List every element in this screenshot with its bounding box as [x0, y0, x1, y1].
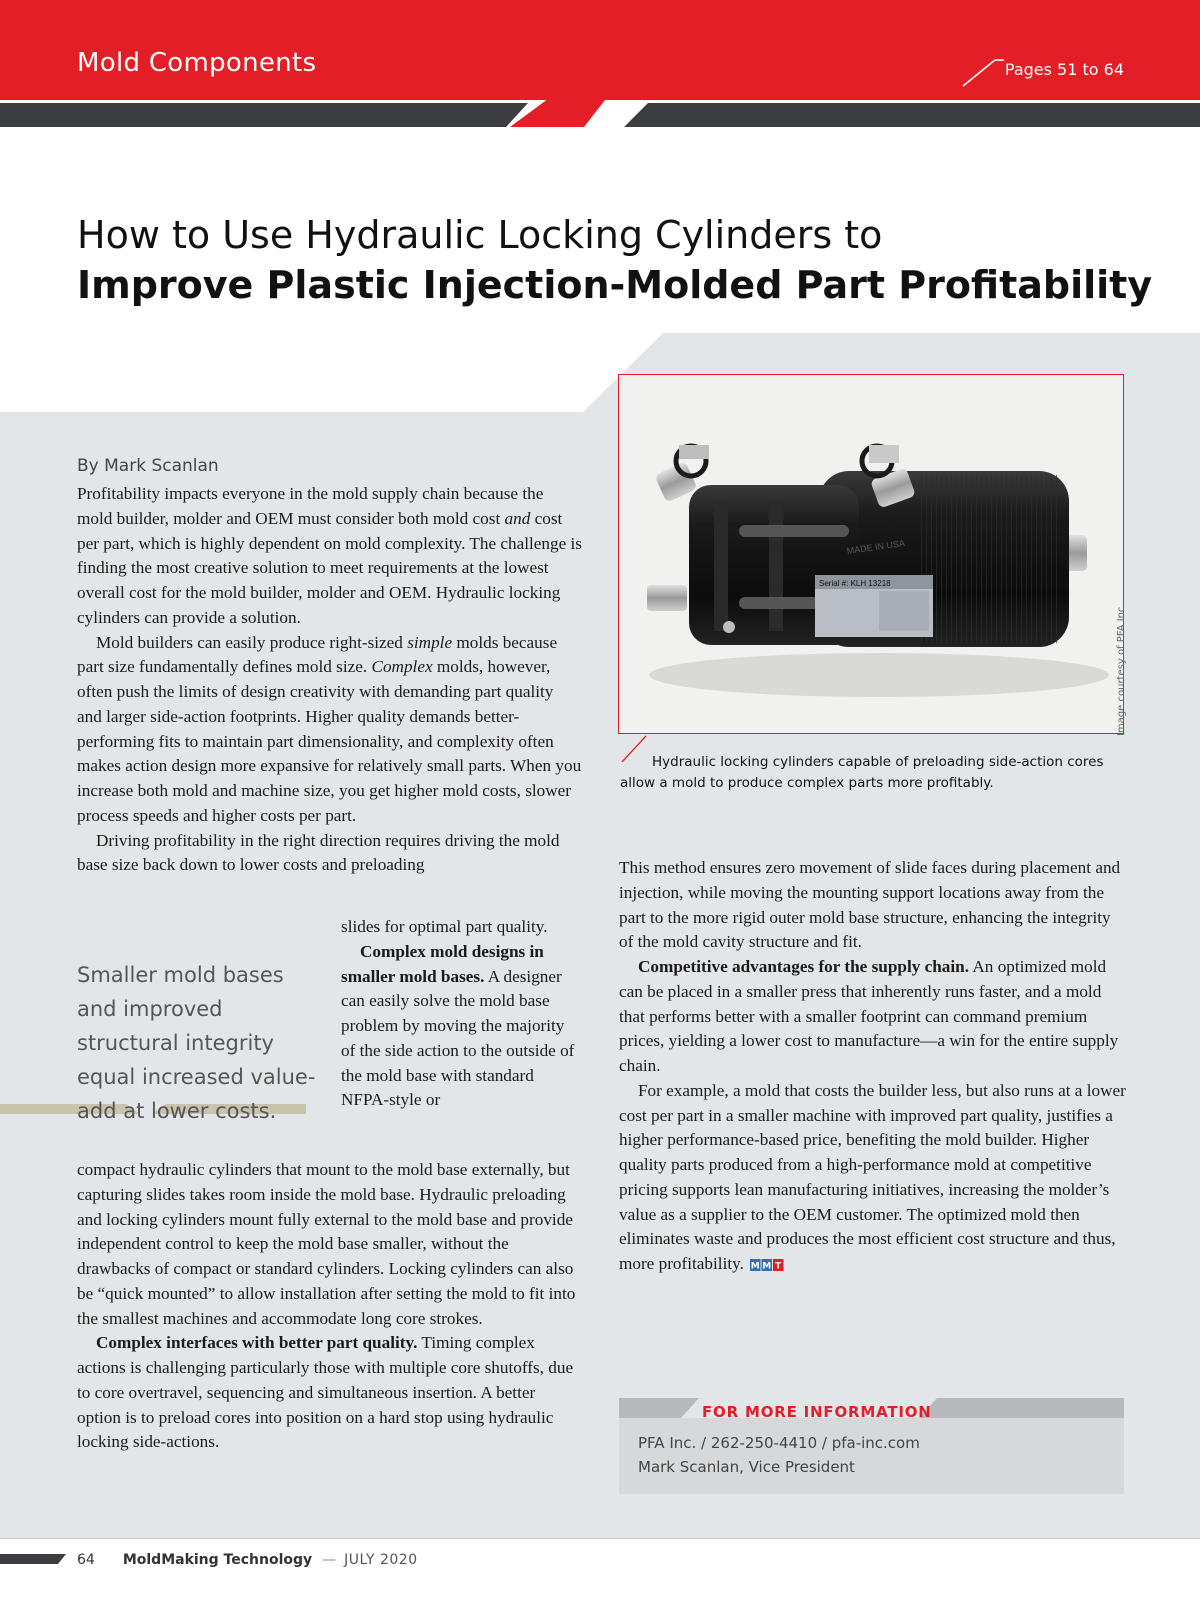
body-paragraph — [77, 631, 582, 829]
emphasis: simple — [407, 632, 453, 652]
issue-date: JULY 2020 — [344, 1552, 418, 1568]
body-paragraph — [619, 856, 1129, 955]
footer — [77, 1552, 418, 1568]
text-run: This method ensures zero movement of slide faces during placement and injection, while moving the mounting support locations away from the part to the more rigid outer mold base structure, enhancing the integrity of the mold cavity structure and fit. — [619, 858, 1121, 952]
text-run: molds, however, often push the limits of design creativity with demanding part quality and larger side-action footprints. Higher quality demands better-performing fits to maintain part dimensionality, and complexity often makes action design more expansive for relatively small parts. When you increase both mold and machine size, you get higher mold costs, slower process speeds and higher costs per part. — [77, 657, 582, 825]
figure-caption — [620, 752, 1130, 794]
emphasis: Complex — [371, 657, 433, 677]
text-run: Timing complex actions is challenging particularly those with multiple core shutoffs, due to core overtravel, sequencing and simultaneous insertion. A better option is to preload cores into position on a hard stop using hydraulic locking side-actions. — [77, 1333, 574, 1452]
hydraulic-cylinder-illustration — [619, 375, 1123, 733]
body-column-left-narrow — [341, 915, 582, 1113]
body-column-left-top — [77, 482, 582, 878]
body-paragraph — [77, 829, 582, 879]
text-run: slides for optimal part quality. — [341, 917, 548, 936]
made-in-usa-stamp: MADE IN USA — [846, 537, 906, 557]
text-run: cost per part, which is highly dependent on mold complexity. The challenge is finding the most creative solution to meet requirements at the lowest overall cost for the mold builder, molder and OEM. Hydraulic locking cylinders can provide a solution. — [77, 508, 582, 627]
body-paragraph — [341, 940, 582, 1113]
run-in-heading: Complex interfaces with better part quality. — [96, 1333, 418, 1353]
text-run: An optimized mold can be placed in a smaller press that inherently runs faster, and a mold that performs better with a smaller footprint can command premium prices, yielding a lower cost to manufacture—a win for the entire supply chain. — [619, 957, 1119, 1075]
serial-label: Serial #: KLH 13218 — [819, 579, 891, 588]
article-title — [77, 210, 1157, 310]
page-range: Pages 51 to 64 — [1004, 60, 1124, 79]
caption-line-1: Hydraulic locking cylinders capable of preloading side-action cores — [652, 754, 1104, 770]
logo-letter: T — [775, 1261, 782, 1272]
title-line-2: Improve Plastic Injection-Molded Part Profitability — [77, 263, 1153, 307]
product-photo — [618, 374, 1124, 734]
caption-line-2: allow a mold to produce complex parts more profitably. — [620, 775, 994, 791]
info-contact-line: PFA Inc. / 262-250-4410 / pfa-inc.com — [638, 1434, 920, 1452]
text-run: Driving profitability in the right direction requires driving the mold base size back down to lower costs and preloading — [77, 830, 560, 875]
magazine-name: MoldMaking Technology — [122, 1552, 313, 1568]
run-in-heading: Complex mold designs in smaller mold bases. — [341, 941, 544, 986]
info-person-line: Mark Scanlan, Vice President — [638, 1458, 855, 1476]
body-paragraph — [619, 1079, 1129, 1277]
title-line-1: How to Use Hydraulic Locking Cylinders to — [77, 213, 883, 257]
emphasis: and — [504, 508, 531, 528]
body-paragraph — [77, 1331, 582, 1455]
page-number: 64 — [77, 1552, 95, 1568]
text-run: compact hydraulic cylinders that mount to the mold base externally, but capturing slides takes room inside the mold base. Hydraulic preloading and locking cylinders mount fully external to the mold base and provide independent control to keep the mold base smaller, without the drawbacks of compact or standard cylinders. Locking cylinders can also be “quick mounted” to allow installation after setting the mold to fit into the smallest machines and accommodate long core strokes. — [77, 1160, 576, 1328]
body-paragraph — [341, 915, 582, 940]
body-paragraph — [77, 482, 582, 631]
text-run: molds because part size fundamentally defines mold size. — [77, 632, 558, 677]
text-run: A designer can easily solve the mold base problem by moving the majority of the side action to the outside of the mold base with standard NFPA-style or — [341, 966, 575, 1110]
text-run: For example, a mold that costs the builder less, but also runs at a lower cost per part in a smaller machine with improved part quality, justifies a higher performance-based price, benefiting the mold builder. Higher quality parts produced from a high-performance mold at competitive pricing supports lean manufacturing initiatives, increasing the molder’s value as a supplier to the OEM customer. The optimized mold then eliminates waste and produces the most efficient cost structure and thus, more profitability. — [619, 1080, 1126, 1273]
info-title: FOR MORE INFORMATION — [702, 1403, 932, 1421]
image-credit: Image courtesy of PFA Inc. — [1116, 603, 1127, 736]
pull-quote: Smaller mold bases and improved structural integrity equal increased value-add at lower costs. — [77, 963, 316, 1123]
footer-stripe — [0, 1554, 70, 1566]
body-column-left-bottom — [77, 1158, 582, 1455]
run-in-heading: Competitive advantages for the supply chain. — [638, 957, 970, 976]
text-run: Mold builders can easily produce right-sized — [96, 632, 408, 652]
section-title: Mold Components — [77, 48, 317, 78]
body-column-right — [619, 856, 1129, 1277]
mmt-end-logo — [750, 1259, 784, 1271]
footer-dash: — — [322, 1552, 337, 1568]
logo-letter: M — [750, 1261, 760, 1272]
footer-rule — [0, 1538, 1200, 1539]
logo-letter: M — [762, 1261, 772, 1272]
byline: By Mark Scanlan — [77, 456, 219, 476]
body-paragraph — [619, 955, 1129, 1079]
body-paragraph — [77, 1158, 582, 1331]
text-run: Profitability impacts everyone in the mold supply chain because the mold builder, molder and OEM must consider both mold cost — [77, 484, 544, 528]
